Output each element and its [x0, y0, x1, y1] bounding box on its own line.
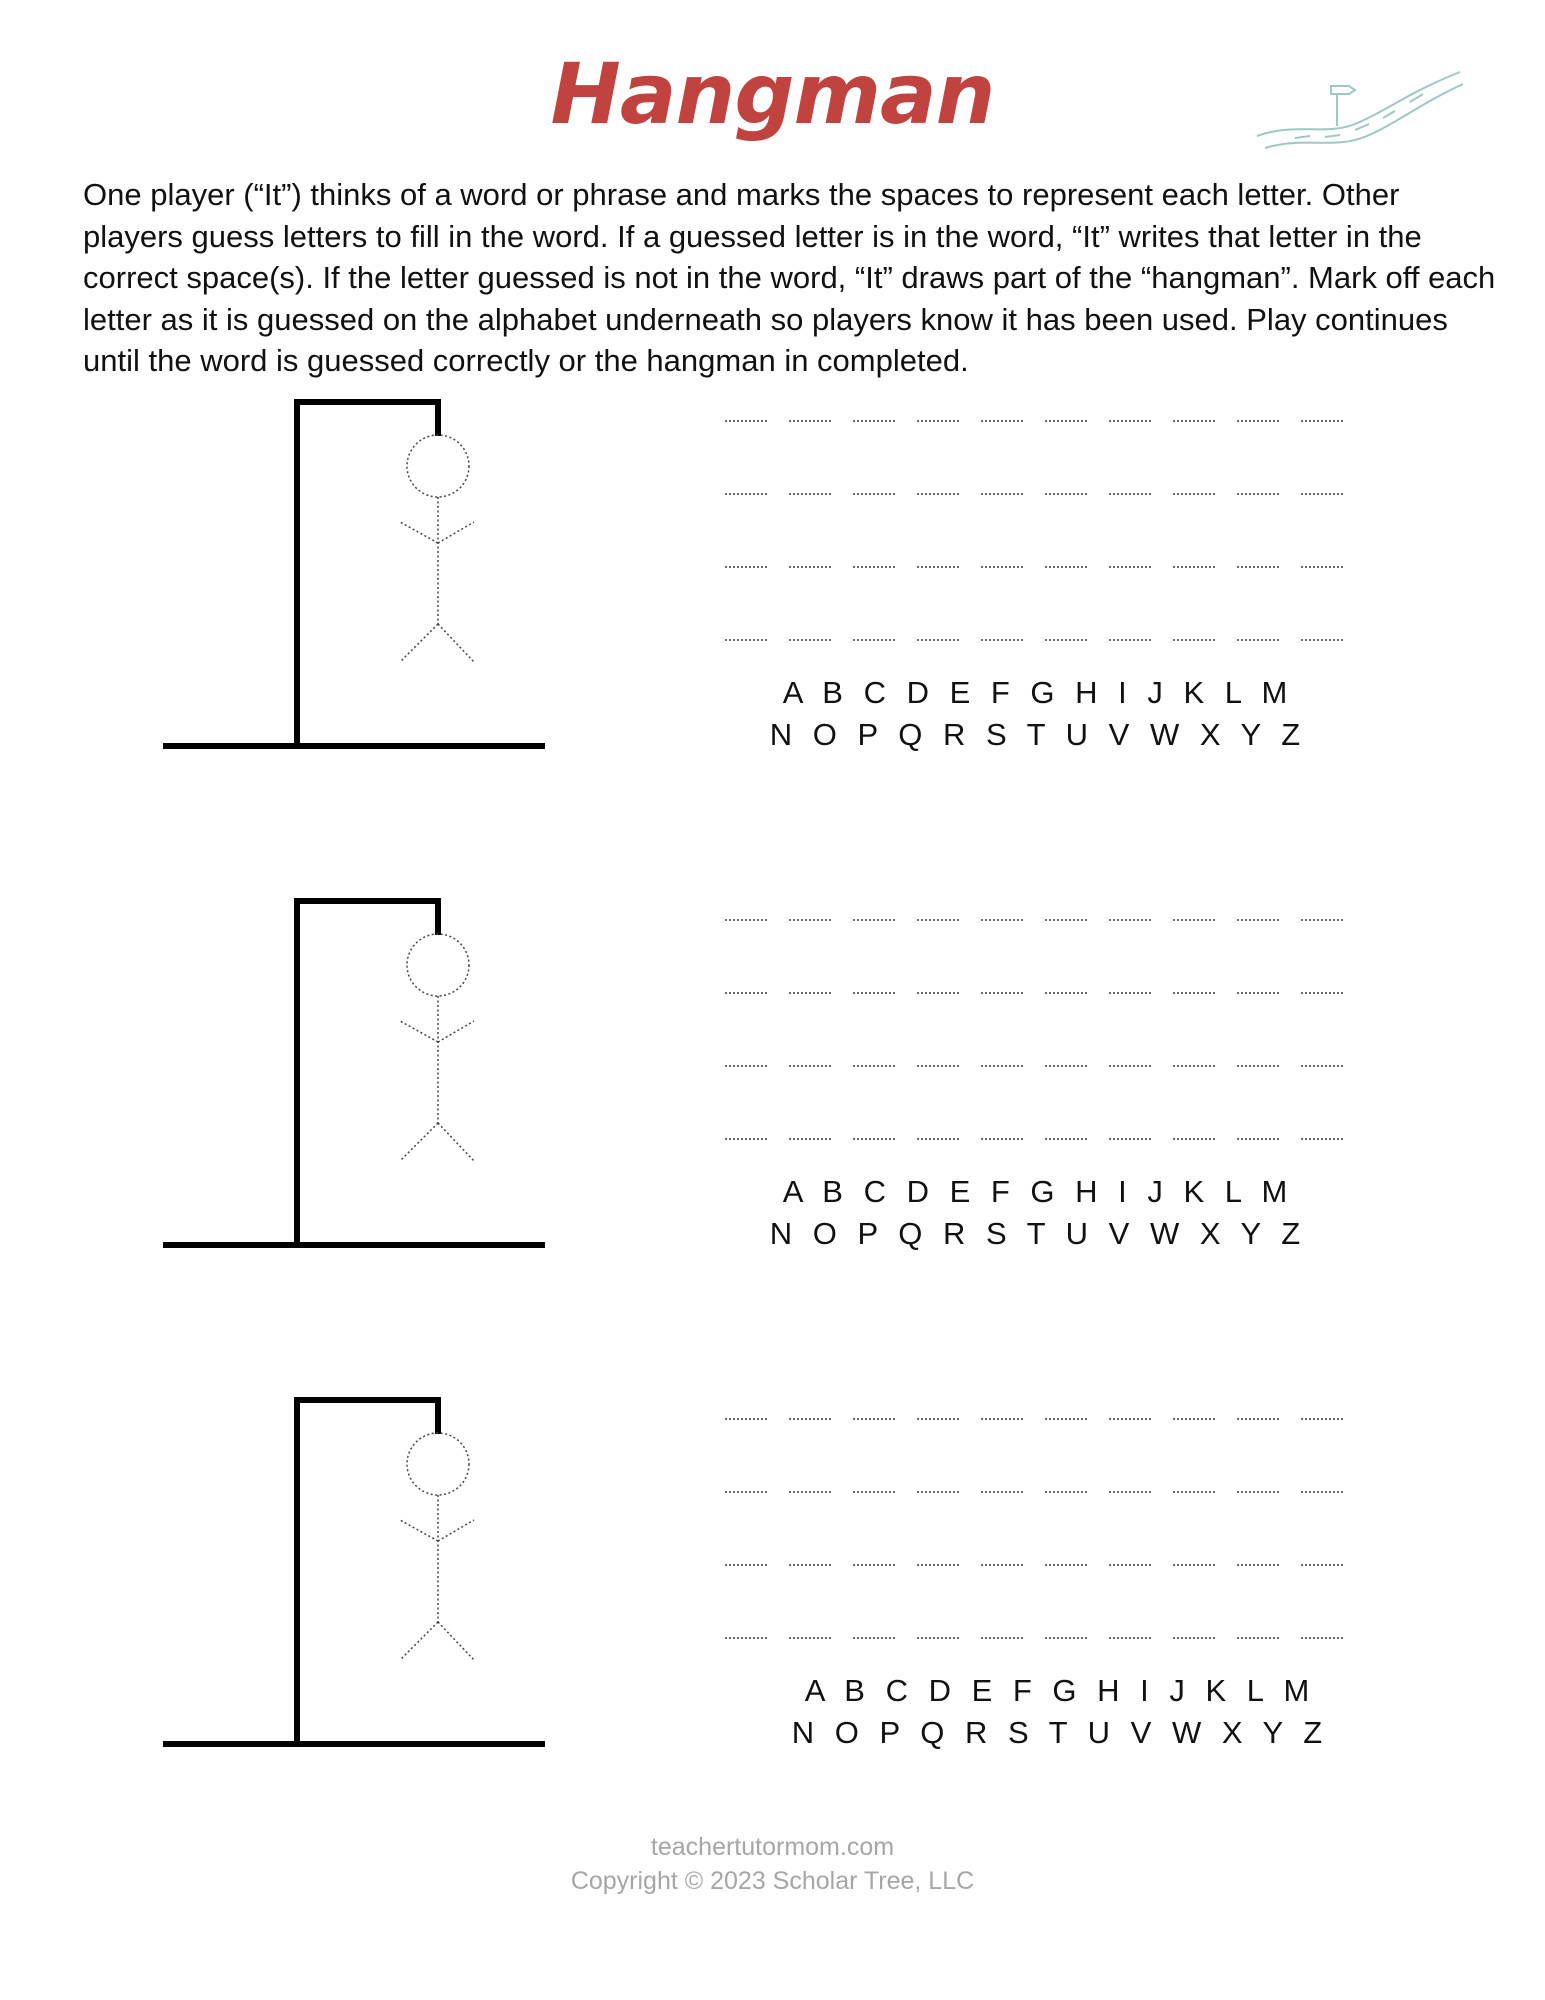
letter-blank [853, 420, 895, 422]
letter-blank-row [725, 566, 1365, 639]
letter-blank [1045, 1491, 1087, 1493]
letter-blank [1301, 420, 1343, 422]
letter-blank [981, 919, 1023, 921]
letter-blank [789, 566, 831, 568]
letter-blank [981, 639, 1023, 641]
letter-blank [1109, 919, 1151, 921]
letter-blank [725, 919, 767, 921]
figure-right-leg [438, 1123, 474, 1161]
letter-blank [1109, 992, 1151, 994]
letter-blank [981, 420, 1023, 422]
letter-blank [1045, 639, 1087, 641]
letter-blank [789, 1491, 831, 1493]
hangman-game-1 [0, 396, 1545, 776]
figure-right-arm [438, 522, 474, 543]
letter-blank [1173, 1491, 1215, 1493]
letter-blank [853, 493, 895, 495]
letter-blank [725, 992, 767, 994]
letter-blank [917, 1491, 959, 1493]
letter-blank [1237, 1564, 1279, 1566]
letter-blank [789, 639, 831, 641]
figure-right-arm [438, 1021, 474, 1042]
winding-road-with-signpost-icon [1255, 64, 1465, 154]
letter-blank [917, 420, 959, 422]
letter-blank [725, 1065, 767, 1067]
page-title: Hangman [550, 45, 995, 143]
letter-blank [725, 1138, 767, 1140]
figure-right-arm [438, 1520, 474, 1541]
letter-blank-row [725, 1418, 1365, 1491]
letter-blank [917, 1138, 959, 1140]
hangman-game-2 [0, 895, 1545, 1275]
letter-blank [1301, 1564, 1343, 1566]
letter-blank-grid [725, 919, 1365, 1211]
letter-blank [853, 1065, 895, 1067]
letter-blank [1237, 1065, 1279, 1067]
letter-blank [1173, 566, 1215, 568]
letter-blank [853, 1418, 895, 1420]
figure-right-leg [438, 1622, 474, 1660]
letter-blank [1045, 566, 1087, 568]
letter-blank [1045, 1564, 1087, 1566]
letter-blank-row [725, 1491, 1365, 1564]
alphabet-line-1: A B C D E F G H I J K L M [782, 1174, 1294, 1209]
letter-blank [1109, 1637, 1151, 1639]
letter-blank [1045, 1065, 1087, 1067]
figure-left-leg [400, 624, 438, 662]
letter-blank [789, 1065, 831, 1067]
letter-blank [1301, 1491, 1343, 1493]
letter-blank [1109, 420, 1151, 422]
letter-blank [917, 992, 959, 994]
letter-blank [1109, 1564, 1151, 1566]
letter-blank-row [725, 493, 1365, 566]
letter-blank [1301, 639, 1343, 641]
figure-left-arm [400, 522, 438, 543]
letter-blank [1237, 919, 1279, 921]
footer-website: teachertutormom.com [650, 1833, 895, 1861]
letter-blank [789, 420, 831, 422]
letter-blank [1301, 493, 1343, 495]
letter-blank-row [725, 992, 1365, 1065]
alphabet-tracker [718, 672, 1358, 756]
letter-blank [917, 1637, 959, 1639]
letter-blank [1301, 919, 1343, 921]
letter-blank [917, 1564, 959, 1566]
letter-blank [1237, 566, 1279, 568]
alphabet-tracker [718, 1171, 1358, 1255]
letter-blank [1237, 992, 1279, 994]
letter-blank [981, 1418, 1023, 1420]
letter-blank [789, 1637, 831, 1639]
letter-blank [981, 1637, 1023, 1639]
letter-blank [1301, 1637, 1343, 1639]
letter-blank [1109, 493, 1151, 495]
letter-blank [1109, 1491, 1151, 1493]
letter-blank [725, 1418, 767, 1420]
letter-blank [1045, 1418, 1087, 1420]
letter-blank [1109, 1138, 1151, 1140]
letter-blank [853, 1564, 895, 1566]
figure-head [407, 934, 469, 996]
letter-blank-row [725, 919, 1365, 992]
instructions-text: One player (“It”) thinks of a word or phrase and marks the spaces to represent each letter. Other players guess letters to fill in the word. If a guessed letter is in the word, “It” writes that letter in the correct space(s). If the letter guessed is not in the word, “It” draws part of the “hangman”. Mark off each letter as it is guessed on the alphabet underneath so players know it has been used. Play continues until the word is guessed correctly or the hangman in completed. [83, 177, 1496, 378]
letter-blank [725, 1637, 767, 1639]
letter-blank [1173, 992, 1215, 994]
letter-blank [981, 1564, 1023, 1566]
gallows-figure [160, 1394, 560, 1764]
letter-blank [789, 1418, 831, 1420]
letter-blank [917, 1065, 959, 1067]
letter-blank-row [725, 1065, 1365, 1138]
letter-blank [853, 992, 895, 994]
letter-blank [853, 639, 895, 641]
figure-left-arm [400, 1520, 438, 1541]
figure-left-arm [400, 1021, 438, 1042]
letter-blank [725, 1491, 767, 1493]
letter-blank [1173, 919, 1215, 921]
letter-blank [1045, 919, 1087, 921]
letter-blank [1237, 1637, 1279, 1639]
letter-blank [789, 919, 831, 921]
letter-blank [1237, 639, 1279, 641]
letter-blank [1045, 1138, 1087, 1140]
letter-blank [1173, 493, 1215, 495]
letter-blank-grid [725, 420, 1365, 712]
letter-blank [1237, 1491, 1279, 1493]
letter-blank [725, 566, 767, 568]
letter-blank [917, 1418, 959, 1420]
letter-blank [1045, 1637, 1087, 1639]
letter-blank [725, 1564, 767, 1566]
letter-blank [1237, 493, 1279, 495]
letter-blank [725, 420, 767, 422]
letter-blank [981, 1065, 1023, 1067]
alphabet-line-1: A B C D E F G H I J K L M [804, 1673, 1316, 1708]
letter-blank [853, 919, 895, 921]
alphabet-line-1: A B C D E F G H I J K L M [782, 675, 1294, 710]
alphabet-line-2: N O P Q R S T U V W X Y Z [769, 717, 1307, 752]
letter-blank [1173, 1138, 1215, 1140]
letter-blank [1109, 1418, 1151, 1420]
letter-blank-grid [725, 1418, 1365, 1710]
letter-blank [1109, 566, 1151, 568]
letter-blank [1109, 1065, 1151, 1067]
letter-blank [1109, 639, 1151, 641]
letter-blank [981, 1491, 1023, 1493]
letter-blank [1237, 1418, 1279, 1420]
letter-blank [853, 1637, 895, 1639]
letter-blank [1173, 420, 1215, 422]
letter-blank [1301, 1418, 1343, 1420]
letter-blank [1301, 566, 1343, 568]
letter-blank [853, 1491, 895, 1493]
letter-blank-row [725, 1564, 1365, 1637]
letter-blank [725, 493, 767, 495]
letter-blank [1173, 639, 1215, 641]
letter-blank [725, 639, 767, 641]
letter-blank [789, 1564, 831, 1566]
letter-blank [789, 493, 831, 495]
letter-blank [981, 1138, 1023, 1140]
alphabet-line-2: N O P Q R S T U V W X Y Z [769, 1216, 1307, 1251]
letter-blank [917, 919, 959, 921]
letter-blank [1301, 1065, 1343, 1067]
letter-blank [1173, 1637, 1215, 1639]
letter-blank [1045, 493, 1087, 495]
letter-blank [1173, 1418, 1215, 1420]
page-footer [0, 1830, 1545, 1898]
letter-blank-row [725, 420, 1365, 493]
letter-blank [1237, 1138, 1279, 1140]
gallows-figure [160, 396, 560, 766]
letter-blank [1173, 1564, 1215, 1566]
figure-left-leg [400, 1622, 438, 1660]
letter-blank [1301, 1138, 1343, 1140]
letter-blank [981, 992, 1023, 994]
hangman-game-3 [0, 1394, 1545, 1774]
figure-left-leg [400, 1123, 438, 1161]
footer-copyright: Copyright © 2023 Scholar Tree, LLC [570, 1867, 975, 1895]
letter-blank [981, 566, 1023, 568]
letter-blank [917, 639, 959, 641]
alphabet-tracker [740, 1670, 1380, 1754]
letter-blank [917, 493, 959, 495]
figure-head [407, 435, 469, 497]
letter-blank [1173, 1065, 1215, 1067]
letter-blank [1301, 992, 1343, 994]
gallows-figure [160, 895, 560, 1265]
letter-blank [789, 992, 831, 994]
alphabet-line-2: N O P Q R S T U V W X Y Z [791, 1715, 1329, 1750]
figure-right-leg [438, 624, 474, 662]
letter-blank [789, 1138, 831, 1140]
letter-blank [1045, 420, 1087, 422]
letter-blank [853, 1138, 895, 1140]
letter-blank [853, 566, 895, 568]
letter-blank [1045, 992, 1087, 994]
letter-blank [981, 493, 1023, 495]
letter-blank [1237, 420, 1279, 422]
figure-head [407, 1433, 469, 1495]
letter-blank [917, 566, 959, 568]
